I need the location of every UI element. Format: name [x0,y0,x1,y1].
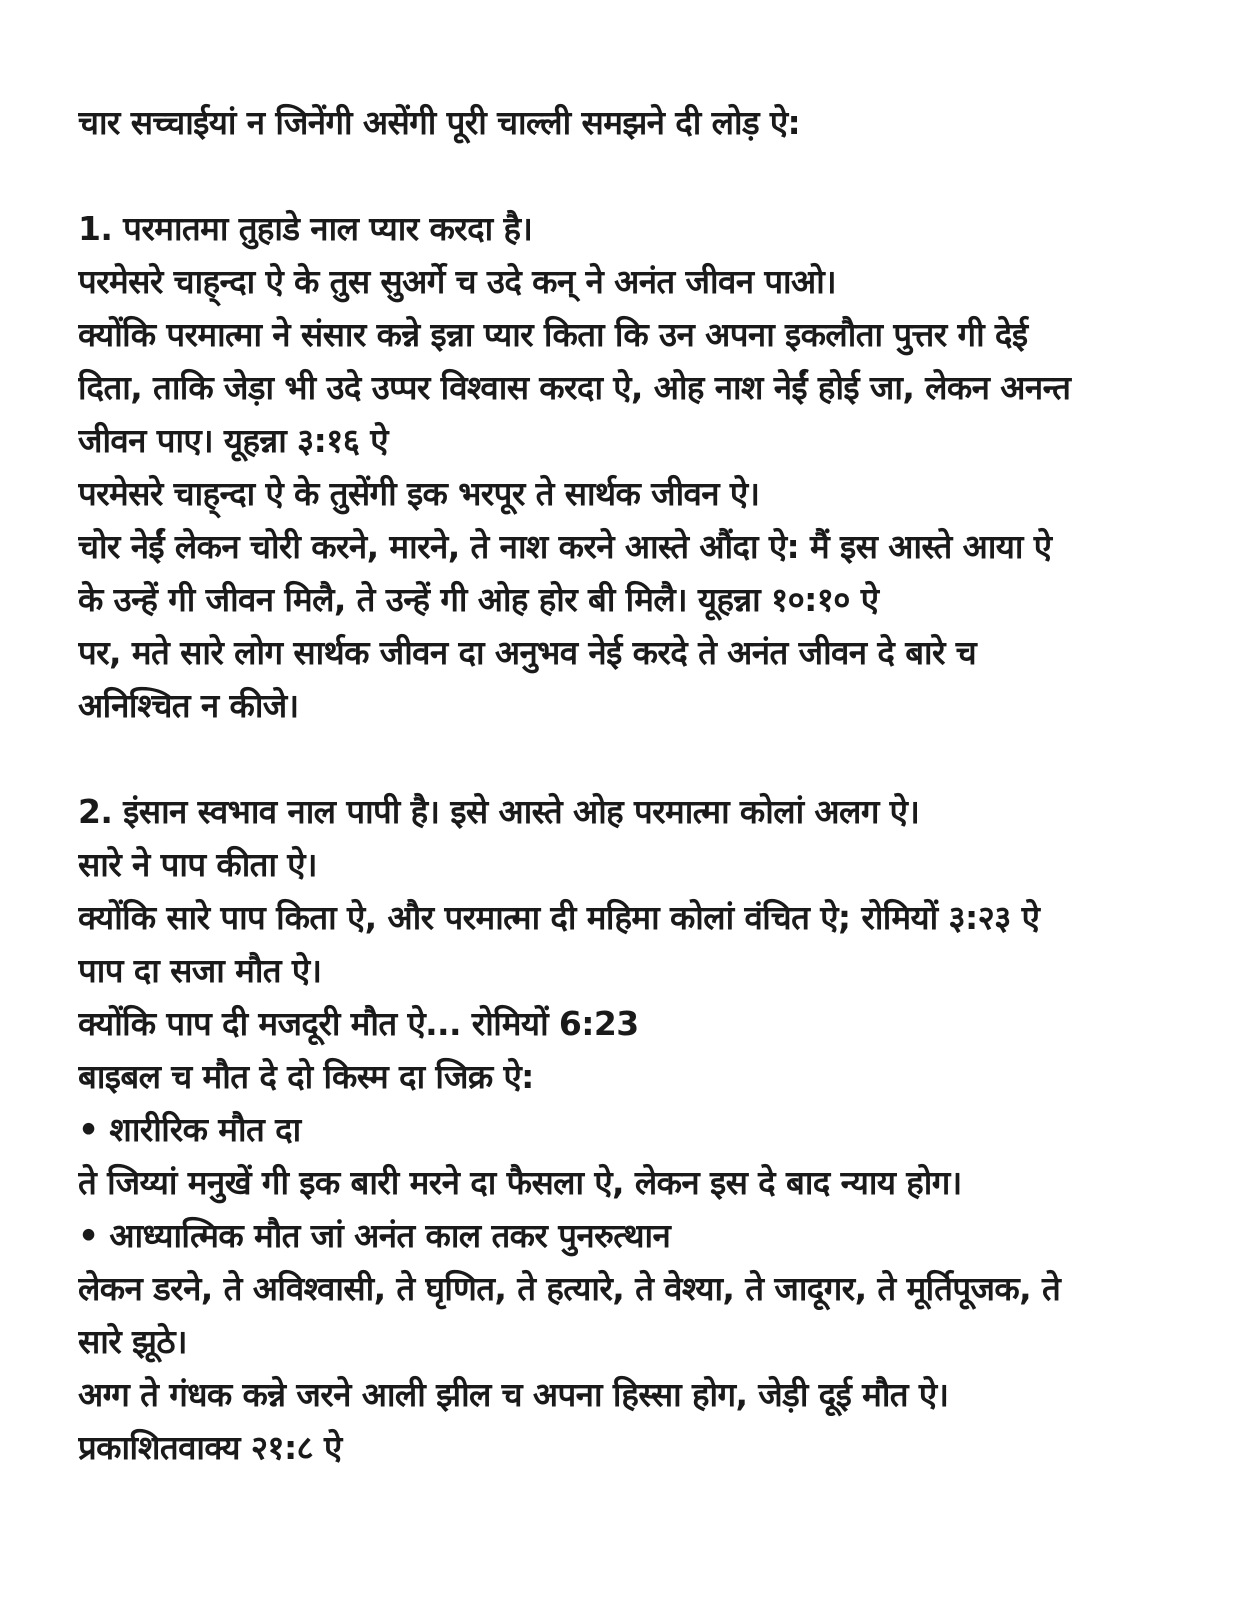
section-1 [78,202,1188,732]
section-2 [78,785,1188,1474]
section-2-heading: 2. इंसान स्वभाव नाल पापी है। इसे आस्ते ओह परमात्मा कोलां अलग ऐ। [78,792,920,831]
text-line: क्योंकि पाप दी मजदूरी मौत ऐ... रोमियों 6:23 [78,1004,639,1043]
text-line: ते जिय्यां मनुखें गी इक बारी मरने दा फैसला ऐ, लेकन इस दे बाद न्याय होग। [78,1163,962,1202]
bullet-item: • आध्यात्मिक मौत जां अनंत काल तकर पुनरुत्थान [78,1216,671,1255]
text-line: के उन्हें गी जीवन मिलै, ते उन्हें गी ओह होर बी मिलै। यूहन्ना १०:१० ऐ [78,580,879,619]
text-line: अग्ग ते गंधक कन्ने जरने आली झील च अपना हिस्सा होग, जेड़ी दूई मौत ऐ। [78,1375,949,1414]
text-line: चोर नेईं लेकन चोरी करने, मारने, ते नाश करने आस्ते औंदा ऐ: मैं इस आस्ते आया ऐ [78,527,1052,566]
text-line: अनिश्चित न कीजे। [78,686,299,725]
text-line: दिता, ताकि जेड़ा भी उदे उप्पर विश्वास करदा ऐ, ओह नाश नेईं होई जा, लेकन अनन्त [78,368,1071,407]
text-line: क्योंकि परमात्मा ने संसार कन्ने इन्ना प्यार किता कि उन अपना इकलौता पुत्तर गी देई [78,315,1028,354]
text-line: सारे ने पाप कीता ऐ। [78,845,317,884]
text-line: क्योंकि सारे पाप किता ऐ, और परमात्मा दी महिमा कोलां वंचित ऐ; रोमियों ३:२३ ऐ [78,898,1040,937]
text-line: लेकन डरने, ते अविश्वासी, ते घृणित, ते हत्यारे, ते वेश्या, ते जादूगर, ते मूर्तिपूजक, ते [78,1269,1061,1308]
text-line: प्रकाशितवाक्य २१:८ ऐ [78,1428,342,1467]
text-line: बाइबल च मौत दे दो किस्म दा जिक्र ऐ: [78,1057,534,1096]
text-line: पर, मते सारे लोग सार्थक जीवन दा अनुभव नेई करदे ते अनंत जीवन दे बारे च [78,633,977,672]
text-line: जीवन पाए। यूहन्ना ३:१६ ऐ [78,421,388,460]
bullet-item: • शारीरिक मौत दा [78,1110,301,1149]
paragraph-gap [78,149,1188,202]
intro-line: चार सच्चाईयां न जिनेंगी असेंगी पूरी चाल्ली समझने दी लोड़ ऐ: [78,103,801,142]
text-line: सारे झूठे। [78,1322,187,1361]
section-1-heading: 1. परमातमा तुहाडे नाल प्यार करदा है। [78,209,533,248]
text-line: परमेसरे चाह्‌न्दा ऐ के तुसेंगी इक भरपूर ते सार्थक जीवन ऐ। [78,474,760,513]
text-line: परमेसरे चाह्‌न्दा ऐ के तुस सुअर्गे च उदे कन् ने अनंत जीवन पाओ। [78,262,837,301]
paragraph-gap [78,732,1188,785]
document-page [78,96,1188,1474]
text-line: पाप दा सजा मौत ऐ। [78,951,322,990]
